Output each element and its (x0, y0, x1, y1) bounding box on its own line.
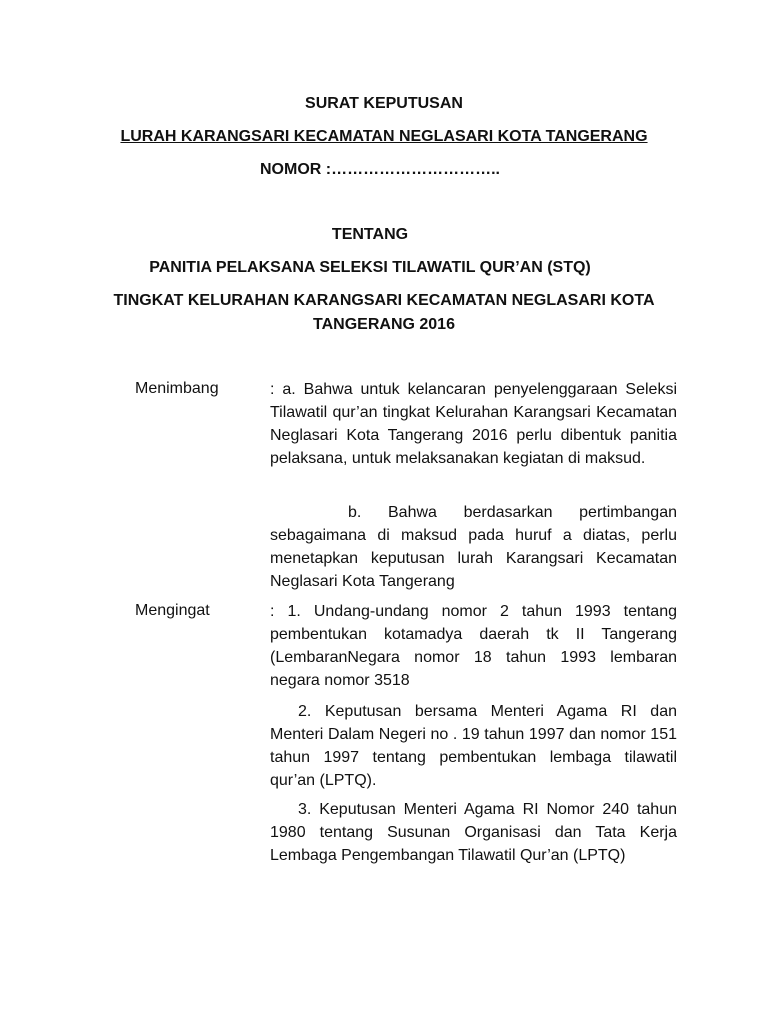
menimbang-item-b: b. Bahwa berdasarkan pertimbangan sebagaimana di maksud pada huruf a diatas, perlu menetapkan keputusan lurah Karangsari Kecamatan Neglasari Kota Tangerang (270, 504, 677, 590)
subject-line-2: TINGKAT KELURAHAN KARANGSARI KECAMATAN NEGLASARI KOTA TANGERANG 2016 (113, 292, 655, 333)
subject-line-1: PANITIA PELAKSANA SELEKSI TILAWATIL QUR’AN (STQ) (149, 259, 591, 276)
document-issuer: LURAH KARANGSARI KECAMATAN NEGLASARI KOTA TANGERANG (120, 128, 648, 145)
mengingat-item-3: 3. Keputusan Menteri Agama RI Nomor 240 tahun 1980 tentang Susunan Organisasi dan Tata Kerja Lembaga Pengembangan Tilawatil Qur’an (LPTQ) (270, 801, 677, 864)
mengingat-item-2: 2. Keputusan bersama Menteri Agama RI dan Menteri Dalam Negeri no . 19 tahun 1997 dan nomor 151 tahun 1997 tentang pembentukan lembaga tilawatil qur’an (LPTQ). (270, 703, 677, 789)
mengingat-item-1: : 1. Undang-undang nomor 2 tahun 1993 tentang pembentukan kotamadya daerah tk II Tangerang (LembaranNegara nomor 18 tahun 1993 lembaran negara nomor 3518 (270, 603, 677, 689)
document-number: NOMOR :………………………….. (260, 161, 500, 178)
menimbang-item-a: : a. Bahwa untuk kelancaran penyelenggaraan Seleksi Tilawatil qur’an tingkat Kelurahan Karangsari Kecamatan Neglasari Kota Tangerang 2016 perlu dibentuk panitia pelaksana, untuk melaksanakan kegiatan di maksud. (270, 381, 677, 467)
menimbang-label: Menimbang (135, 380, 219, 397)
document-title: SURAT KEPUTUSAN (305, 95, 463, 112)
tentang-heading: TENTANG (331, 226, 409, 243)
mengingat-label: Mengingat (135, 602, 210, 619)
